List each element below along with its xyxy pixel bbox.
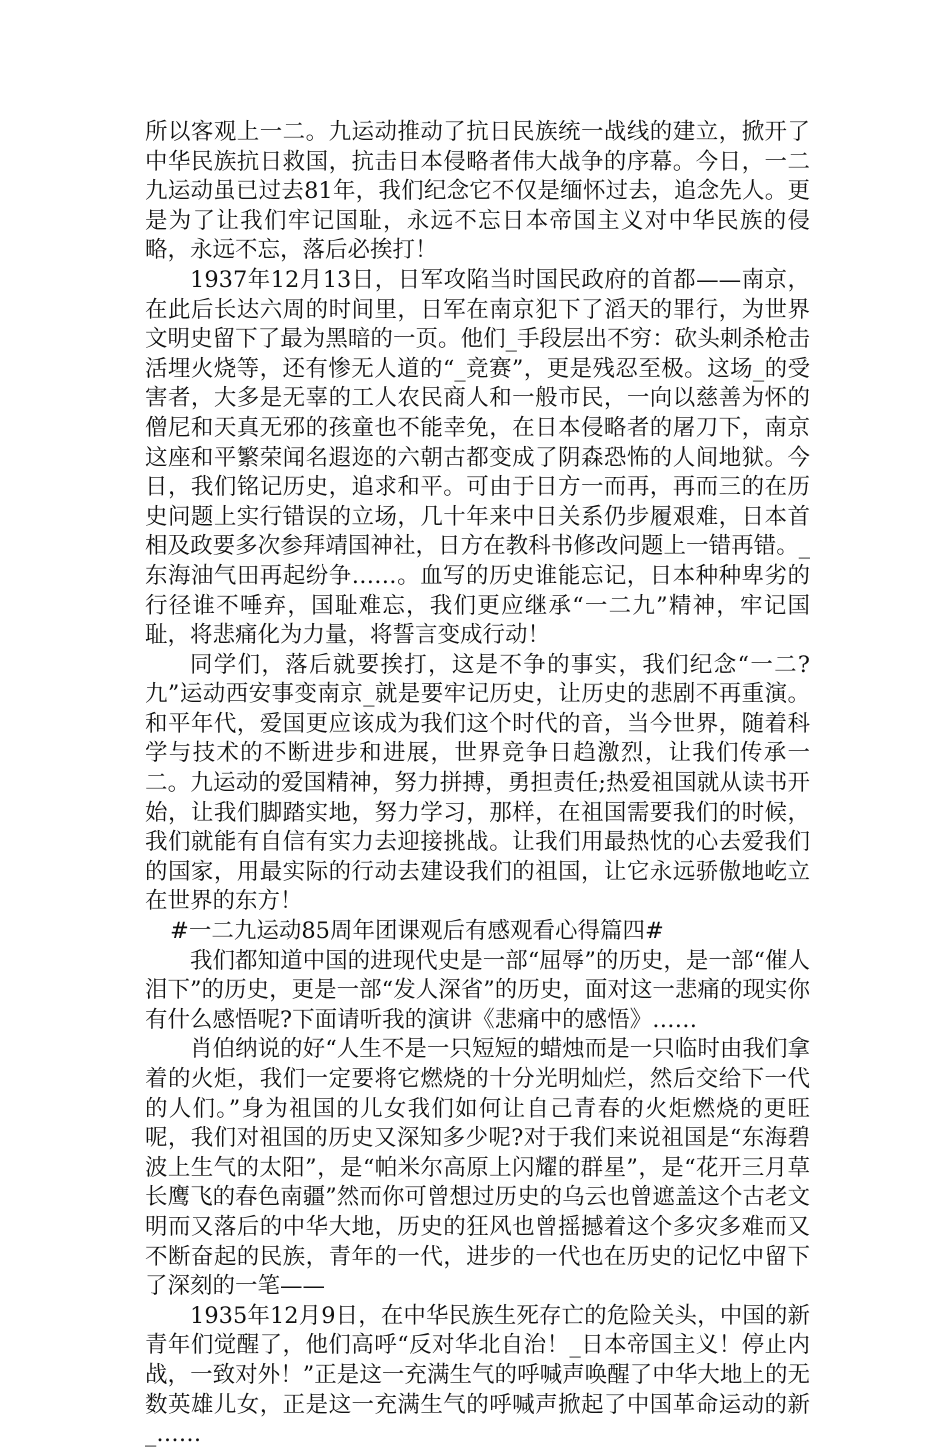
paragraph: 所以客观上一二。九运动推动了抗日民族统一战线的建立，掀开了中华民族抗日救国，抗击日本侵略者伟大战争的序幕。今日，一二九运动虽已过去81年，我们纪念它不仅是缅怀过去，追念先人。更是为了让我们牢记国耻，永远不忘日本帝国主义对中华民族的侵略，永远不忘，落后必挨打！: [145, 119, 810, 264]
paragraph: 同学们，落后就要挨打，这是不争的事实，我们纪念“一二?九”运动西安事变南京_就是要牢记历史，让历史的悲剧不再重演。和平年代，爱国更应该成为我们这个时代的音，当今世界，随着科学与技术的不断进步和进展，世界竞争日趋激烈，让我们传承一二。九运动的爱国精神，努力拼搏，勇担责任;热爱祖国就从读书开始，让我们脚踏实地，努力学习，那样，在祖国需要我们的时候，我们就能有自信有实力去迎接挑战。让我们用最热忱的心去爱我们的国家，用最实际的行动去建设我们的祖国，让它永远骄傲地屹立在世界的东方！: [145, 651, 810, 915]
paragraph: 1937年12月13日，日军攻陷当时国民政府的首都——南京，在此后长达六周的时间里，日军在南京犯下了滔天的罪行，为世界文明史留下了最为黑暗的一页。他们_手段层出不穷：砍头刺杀枪击活埋火烧等，还有惨无人道的“_竞赛”，更是残忍至极。这场_的受害者，大多是无辜的工人农民商人和一般市民，一向以慈善为怀的僧尼和天真无邪的孩童也不能幸免，在日本侵略者的屠刀下，南京这座和平繁荣闻名遐迩的六朝古都变成了阴森恐怖的人间地狱。今日，我们铭记历史，追求和平。可由于日方一而再，再而三的在历史问题上实行错误的立场，几十年来中日关系仍步履艰难，日本首相及政要多次参拜靖国神社，日方在教科书修改问题上一错再错。_东海油气田再起纷争……。血写的历史谁能忘记，日本种种卑劣的行径谁不唾弃，国耻难忘，我们更应继承“一二九”精神，牢记国耻，将悲痛化为力量，将誓言变成行动！: [145, 266, 810, 649]
paragraph: 我们都知道中国的进现代史是一部“屈辱”的历史，是一部“催人泪下”的历史，更是一部“发人深省”的历史，面对这一悲痛的现实你有什么感悟呢?下面请听我的演讲《悲痛中的感悟》……: [145, 947, 810, 1033]
section-heading: #一二九运动85周年团课观后有感观看心得篇四#: [170, 918, 664, 945]
document-body: [145, 118, 810, 1450]
paragraph: 1935年12月9日，在中华民族生死存亡的危险关头，中国的新青年们觉醒了，他们高呼“反对华北自治！_日本帝国主义！停止内战，一致对外！”正是这一充满生气的呼喊声唤醒了中华大地上的无数英雄儿女，正是这一充满生气的呼喊声掀起了中国革命运动的新_……: [145, 1302, 810, 1448]
paragraph: 肖伯纳说的好“人生不是一只短短的蜡烛而是一只临时由我们拿着的火炬，我们一定要将它燃烧的十分光明灿烂，然后交给下一代的人们。”身为祖国的儿女我们如何让自己青春的火炬燃烧的更旺呢，我们对祖国的历史又深知多少呢?对于我们来说祖国是“东海碧波上生气的太阳”，是“帕米尔高原上闪耀的群星”，是“花开三月草长鹰飞的春色南疆”然而你可曾想过历史的乌云也曾遮盖这个古老文明而又落后的中华大地，历史的狂风也曾摇撼着这个多灾多难而又不断奋起的民族，青年的一代，进步的一代也在历史的记忆中留下了深刻的一笔——: [145, 1036, 810, 1300]
